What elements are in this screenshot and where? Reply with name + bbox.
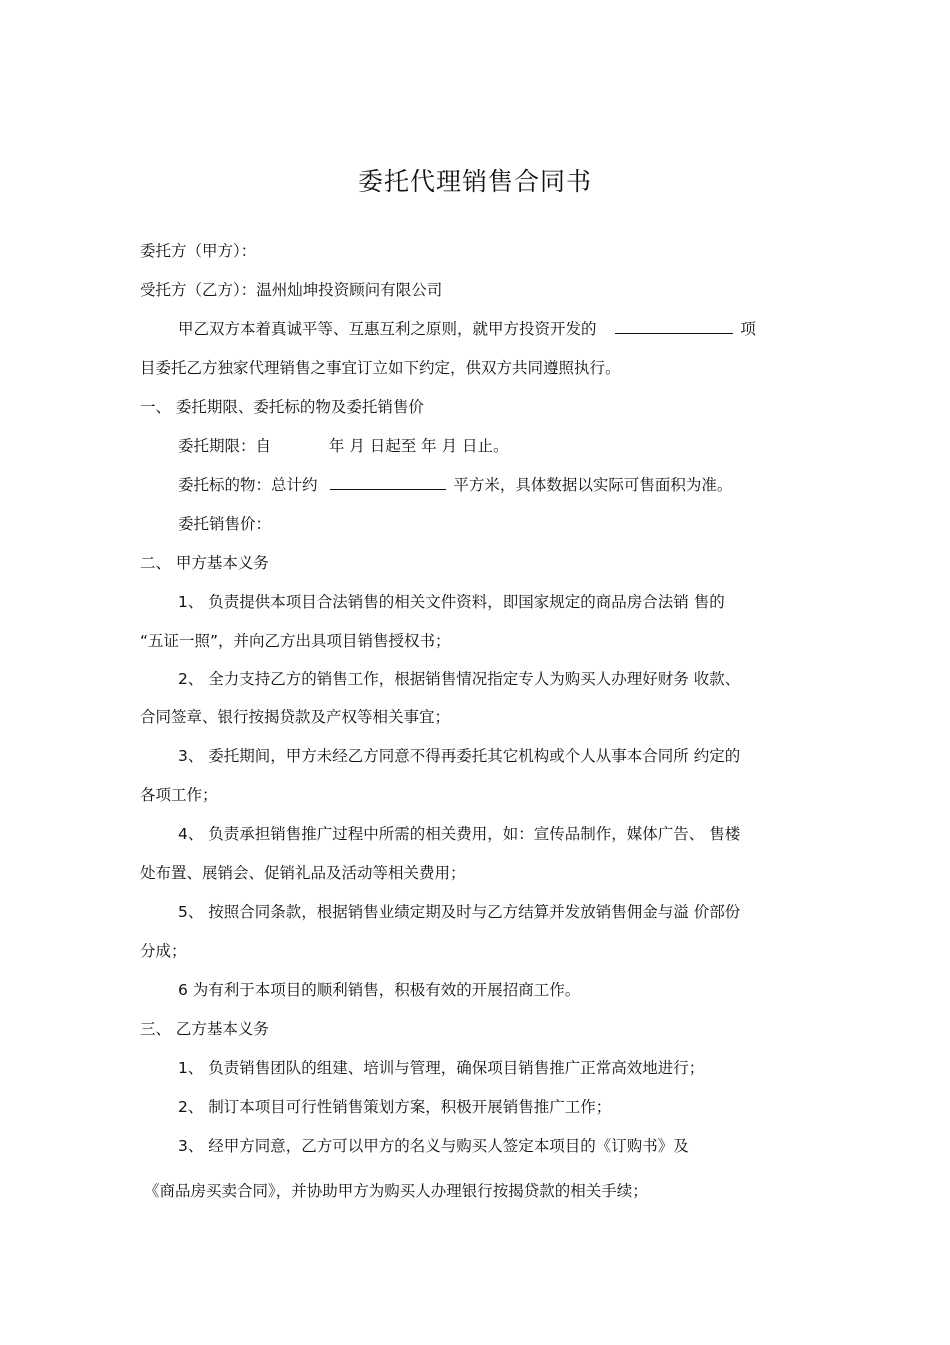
area-blank [330,475,446,490]
section-1-heading: 一、 委托期限、委托标的物及委托销售价 [140,398,424,416]
intro-text-a: 甲乙双方本着真诚平等、互惠互利之原则，就甲方投资开发的 [178,320,597,338]
section-3-heading: 三、 乙方基本义务 [140,1020,269,1038]
section-2-item-3-line-2: 各项工作； [140,786,218,804]
party-a-line: 委托方（甲方）： [140,242,257,260]
section-2-item-5-line-1: 5、 按照合同条款，根据销售业绩定期及时与乙方结算并发放销售佣金与溢 价部份 [178,903,741,921]
price-line: 委托销售价： [178,515,272,533]
party-b-line: 受托方（乙方）：温州灿坤投资顾问有限公司 [140,281,443,299]
section-2-item-3-line-1: 3、 委托期间，甲方未经乙方同意不得再委托其它机构或个人从事本合同所 约定的 [178,747,741,765]
section-2-item-5-line-2: 分成； [140,942,187,960]
intro-paragraph-line-1 [178,319,756,339]
object-label: 委托标的物：总计约 [178,476,318,494]
document-title: 委托代理销售合同书 [357,167,592,196]
section-2-item-2-line-2: 合同签章、银行按揭贷款及产权等相关事宜； [140,708,451,726]
object-line [178,475,732,495]
section-3-item-3-line-1: 3、 经甲方同意，乙方可以甲方的名义与购买人签定本项目的《订购书》及 [178,1137,689,1155]
section-2-item-4-line-1: 4、 负责承担销售推广过程中所需的相关费用，如：宣传品制作，媒体广告、 售楼 [178,825,741,843]
section-2-heading: 二、 甲方基本义务 [140,554,269,572]
section-3-item-2: 2、 制订本项目可行性销售策划方案，积极开展销售推广工作； [178,1098,612,1116]
term-dates: 年 月 日起至 年 月 日止。 [328,437,509,455]
section-2-item-1-line-1: 1、 负责提供本项目合法销售的相关文件资料，即国家规定的商品房合法销 售的 [178,593,725,611]
section-3-item-1: 1、 负责销售团队的组建、培训与管理，确保项目销售推广正常高效地进行； [178,1059,705,1077]
term-line [178,436,509,456]
intro-text-b: 项 [740,320,756,338]
section-3-item-3-line-2: 《商品房买卖合同》，并协助甲方为购买人办理银行按揭贷款的相关手续； [144,1182,648,1200]
object-text: 平方米，具体数据以实际可售面积为准。 [453,476,733,494]
section-2-item-1-line-2: “五证一照”，并向乙方出具项目销售授权书； [140,632,451,650]
project-name-blank [615,319,733,334]
section-2-item-4-line-2: 处布置、展销会、促销礼品及活动等相关费用； [140,864,466,882]
term-label: 委托期限：自 [178,437,272,455]
section-2-item-2-line-1: 2、 全力支持乙方的销售工作，根据销售情况指定专人为购买人办理好财务 收款、 [178,670,741,688]
section-2-item-6: 6 为有利于本项目的顺利销售，积极有效的开展招商工作。 [178,981,581,999]
intro-paragraph-line-2: 目委托乙方独家代理销售之事宜订立如下约定，供双方共同遵照执行。 [140,359,621,377]
